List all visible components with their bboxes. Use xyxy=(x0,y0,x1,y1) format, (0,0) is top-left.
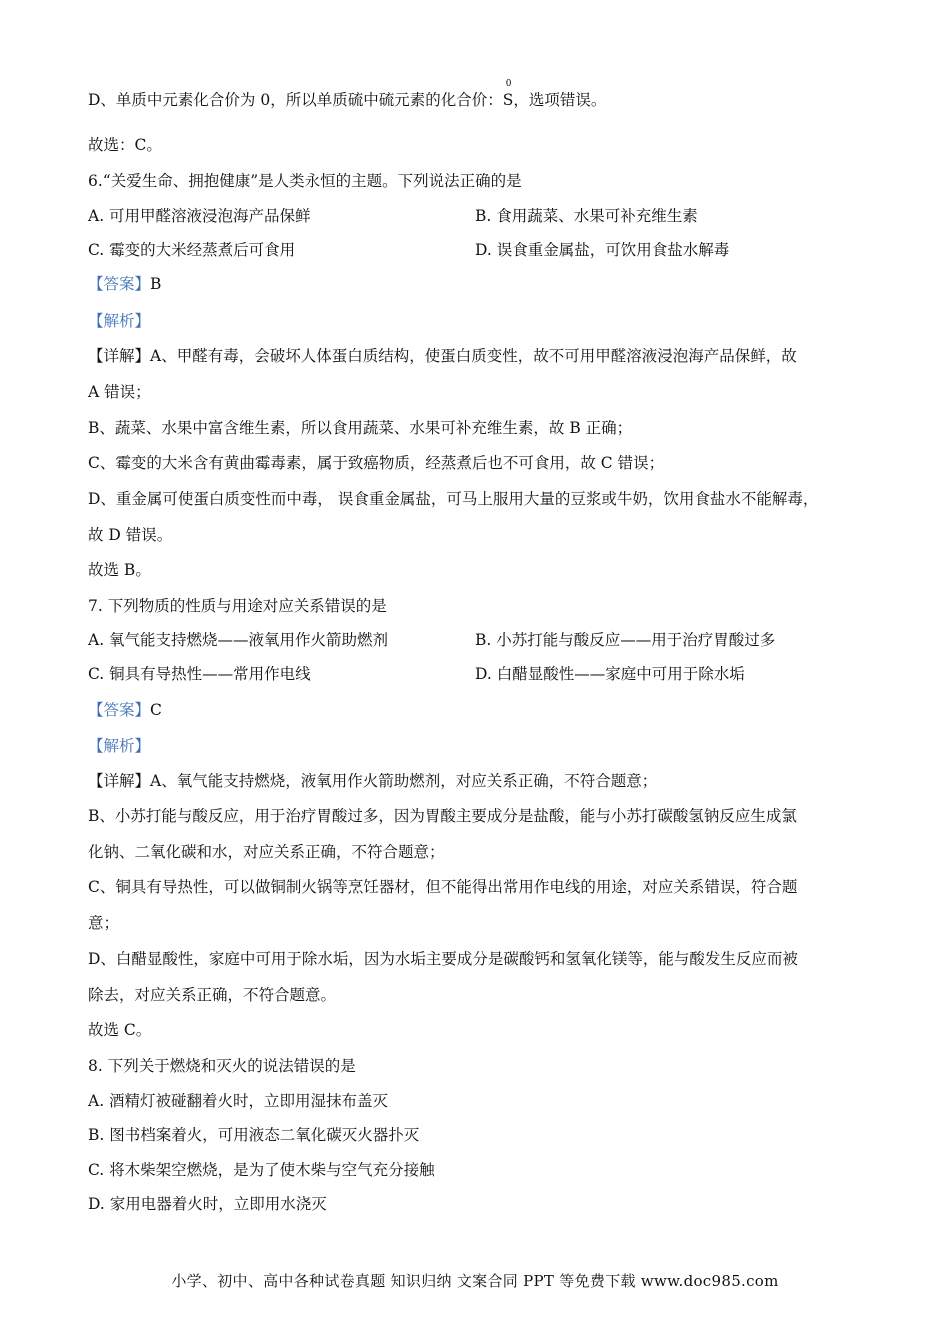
valence-zero: 0 xyxy=(505,79,512,89)
detail-7-line: B、小苏打能与酸反应，用于治疗胃酸过多，因为胃酸主要成分是盐酸，能与小苏打碳酸氢钠反应生成氯 xyxy=(88,807,797,825)
answer-value: B xyxy=(150,275,162,293)
detail-6-line xyxy=(88,346,797,366)
page-footer: 小学、初中、高中各种试卷真题 知识归纳 文案合同 PPT 等免费下载 www.doc985.com xyxy=(171,1272,779,1290)
answer-tag: 【答案】 xyxy=(88,275,151,293)
text-line xyxy=(88,79,607,110)
question-8-option-b: B. 图书档案着火，可用液态二氧化碳灭火器扑灭 xyxy=(88,1126,420,1144)
detail-6-line: A 错误； xyxy=(88,383,151,401)
detail-text: A、甲醛有毒，会破坏人体蛋白质结构，使蛋白质变性，故不可用甲醛溶液浸泡海产品保鲜，故 xyxy=(150,347,797,365)
question-8-option-c: C. 将木柴架空燃烧，是为了使木柴与空气充分接触 xyxy=(88,1161,435,1179)
question-6-option-d: D. 误食重金属盐，可饮用食盐水解毒 xyxy=(475,241,730,259)
detail-7-line: 意； xyxy=(88,914,120,932)
detail-6-line: 故 D 错误。 xyxy=(88,526,173,544)
question-8-stem: 8. 下列关于燃烧和灭火的说法错误的是 xyxy=(88,1057,356,1075)
detail-text: A、氧气能支持燃烧，液氧用作火箭助燃剂，对应关系正确，不符合题意； xyxy=(150,772,658,790)
question-6-option-b: B. 食用蔬菜、水果可补充维生素 xyxy=(475,207,698,225)
question-7-option-c: C. 铜具有导热性——常用作电线 xyxy=(88,665,311,683)
question-6-option-c: C. 霉变的大米经蒸煮后可食用 xyxy=(88,241,296,259)
detail-6-line: C、霉变的大米含有黄曲霉毒素，属于致癌物质，经蒸煮后也不可食用，故 C 错误； xyxy=(88,454,665,472)
answer-6 xyxy=(88,274,161,294)
detail-6-line: B、蔬菜、水果中富含维生素，所以食用蔬菜、水果可补充维生素，故 B 正确； xyxy=(88,419,633,437)
question-8-option-a: A. 酒精灯被碰翻着火时，立即用湿抹布盖灭 xyxy=(88,1092,389,1110)
detail-7-line xyxy=(88,771,657,791)
detail-tag: 【详解】 xyxy=(88,772,151,790)
conclusion-line: 故选 B。 xyxy=(88,561,151,579)
question-7-option-d: D. 白醋显酸性——家庭中可用于除水垢 xyxy=(475,665,745,683)
detail-7-line: D、白醋显酸性，家庭中可用于除水垢，因为水垢主要成分是碳酸钙和氢氧化镁等，能与酸发生反应而被 xyxy=(88,950,798,968)
analysis-7-tag: 【解析】 xyxy=(88,737,151,755)
detail-7-line: 除去，对应关系正确，不符合题意。 xyxy=(88,986,337,1004)
sulfur-symbol xyxy=(502,79,514,110)
sulfur-letter: S xyxy=(502,91,514,109)
conclusion-line: 故选：C。 xyxy=(88,136,162,154)
question-7-option-b: B. 小苏打能与酸反应——用于治疗胃酸过多 xyxy=(475,631,776,649)
detail-7-line: C、铜具有导热性，可以做铜制火锅等烹饪器材，但不能得出常用作电线的用途，对应关系错误，符合题 xyxy=(88,878,798,896)
answer-tag: 【答案】 xyxy=(88,701,151,719)
answer-value: C xyxy=(150,701,162,719)
conclusion-line: 故选 C。 xyxy=(88,1021,152,1039)
question-6-stem: 6.“关爱生命、拥抱健康”是人类永恒的主题。下列说法正确的是 xyxy=(88,172,522,190)
text-segment: ，选项错误。 xyxy=(513,91,607,109)
question-8-option-d: D. 家用电器着火时，立即用水浇灭 xyxy=(88,1195,327,1213)
detail-tag: 【详解】 xyxy=(88,347,151,365)
question-7-stem: 7. 下列物质的性质与用途对应关系错误的是 xyxy=(88,597,387,615)
detail-7-line: 化钠、二氧化碳和水，对应关系正确，不符合题意； xyxy=(88,843,445,861)
question-6-option-a: A. 可用甲醛溶液浸泡海产品保鲜 xyxy=(88,207,311,225)
analysis-6-tag: 【解析】 xyxy=(88,312,151,330)
detail-6-line: D、重金属可使蛋白质变性而中毒， 误食重金属盐，可马上服用大量的豆浆或牛奶，饮用食盐水不能解毒， xyxy=(88,490,819,508)
answer-7 xyxy=(88,700,162,720)
text-segment: D、单质中元素化合价为 0，所以单质硫中硫元素的化合价： xyxy=(88,91,503,109)
question-7-option-a: A. 氧气能支持燃烧——液氧用作火箭助燃剂 xyxy=(88,631,389,649)
